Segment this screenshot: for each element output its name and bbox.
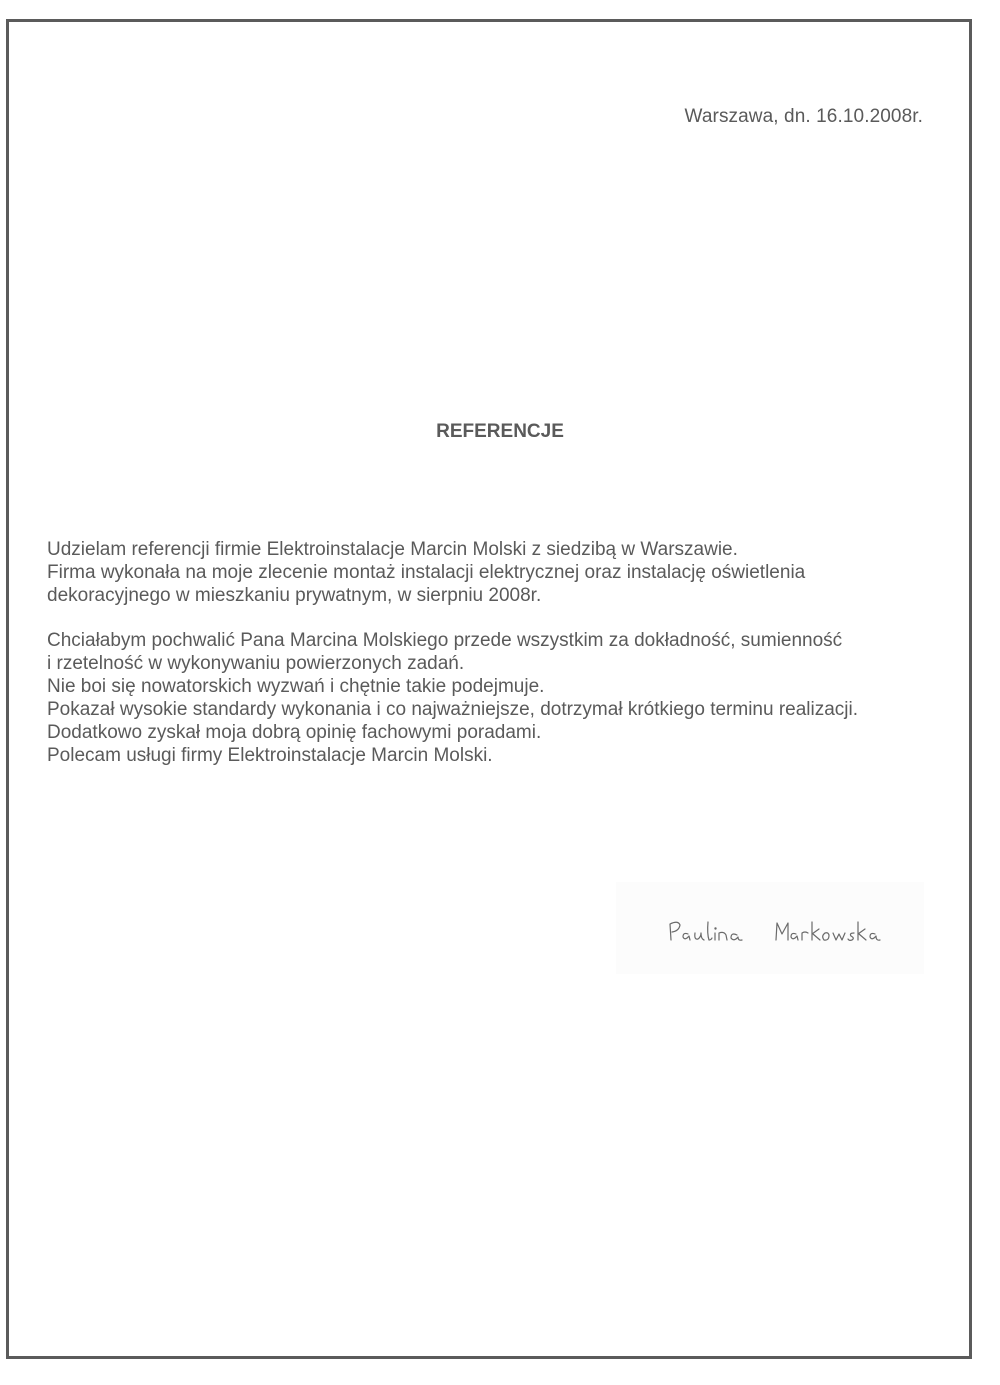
paragraph-line: Dodatkowo zyskał moja dobrą opinię fachowymi poradami.	[47, 722, 542, 743]
paragraph-line: Chciałabym pochwalić Pana Marcina Molskiego przede wszystkim za dokładność, sumienność	[47, 630, 843, 651]
paragraph-intro	[47, 538, 967, 607]
date-line: Warszawa, dn. 16.10.2008r.	[684, 106, 923, 127]
paragraph-recommendation	[47, 629, 967, 767]
paragraph-line: i rzetelność w wykonywaniu powierzonych zadań.	[47, 653, 465, 674]
paragraph-line: Polecam usługi firmy Elektroinstalacje Marcin Molski.	[47, 745, 493, 766]
handwritten-signature	[616, 882, 924, 974]
paragraph-line: Udzielam referencji firmie Elektroinstalacje Marcin Molski z siedzibą w Warszawie.	[47, 539, 738, 560]
paragraph-line: Pokazał wysokie standardy wykonania i co najważniejsze, dotrzymał krótkiego terminu realizacji.	[47, 699, 859, 720]
paragraph-line: Nie boi się nowatorskich wyzwań i chętnie takie podejmuje.	[47, 676, 545, 697]
document-title: REFERENCJE	[436, 421, 564, 442]
paragraph-line: Firma wykonała na moje zlecenie montaż instalacji elektrycznej oraz instalację oświetlenia	[47, 562, 806, 583]
paragraph-line: dekoracyjnego w mieszkaniu prywatnym, w sierpniu 2008r.	[47, 585, 542, 606]
